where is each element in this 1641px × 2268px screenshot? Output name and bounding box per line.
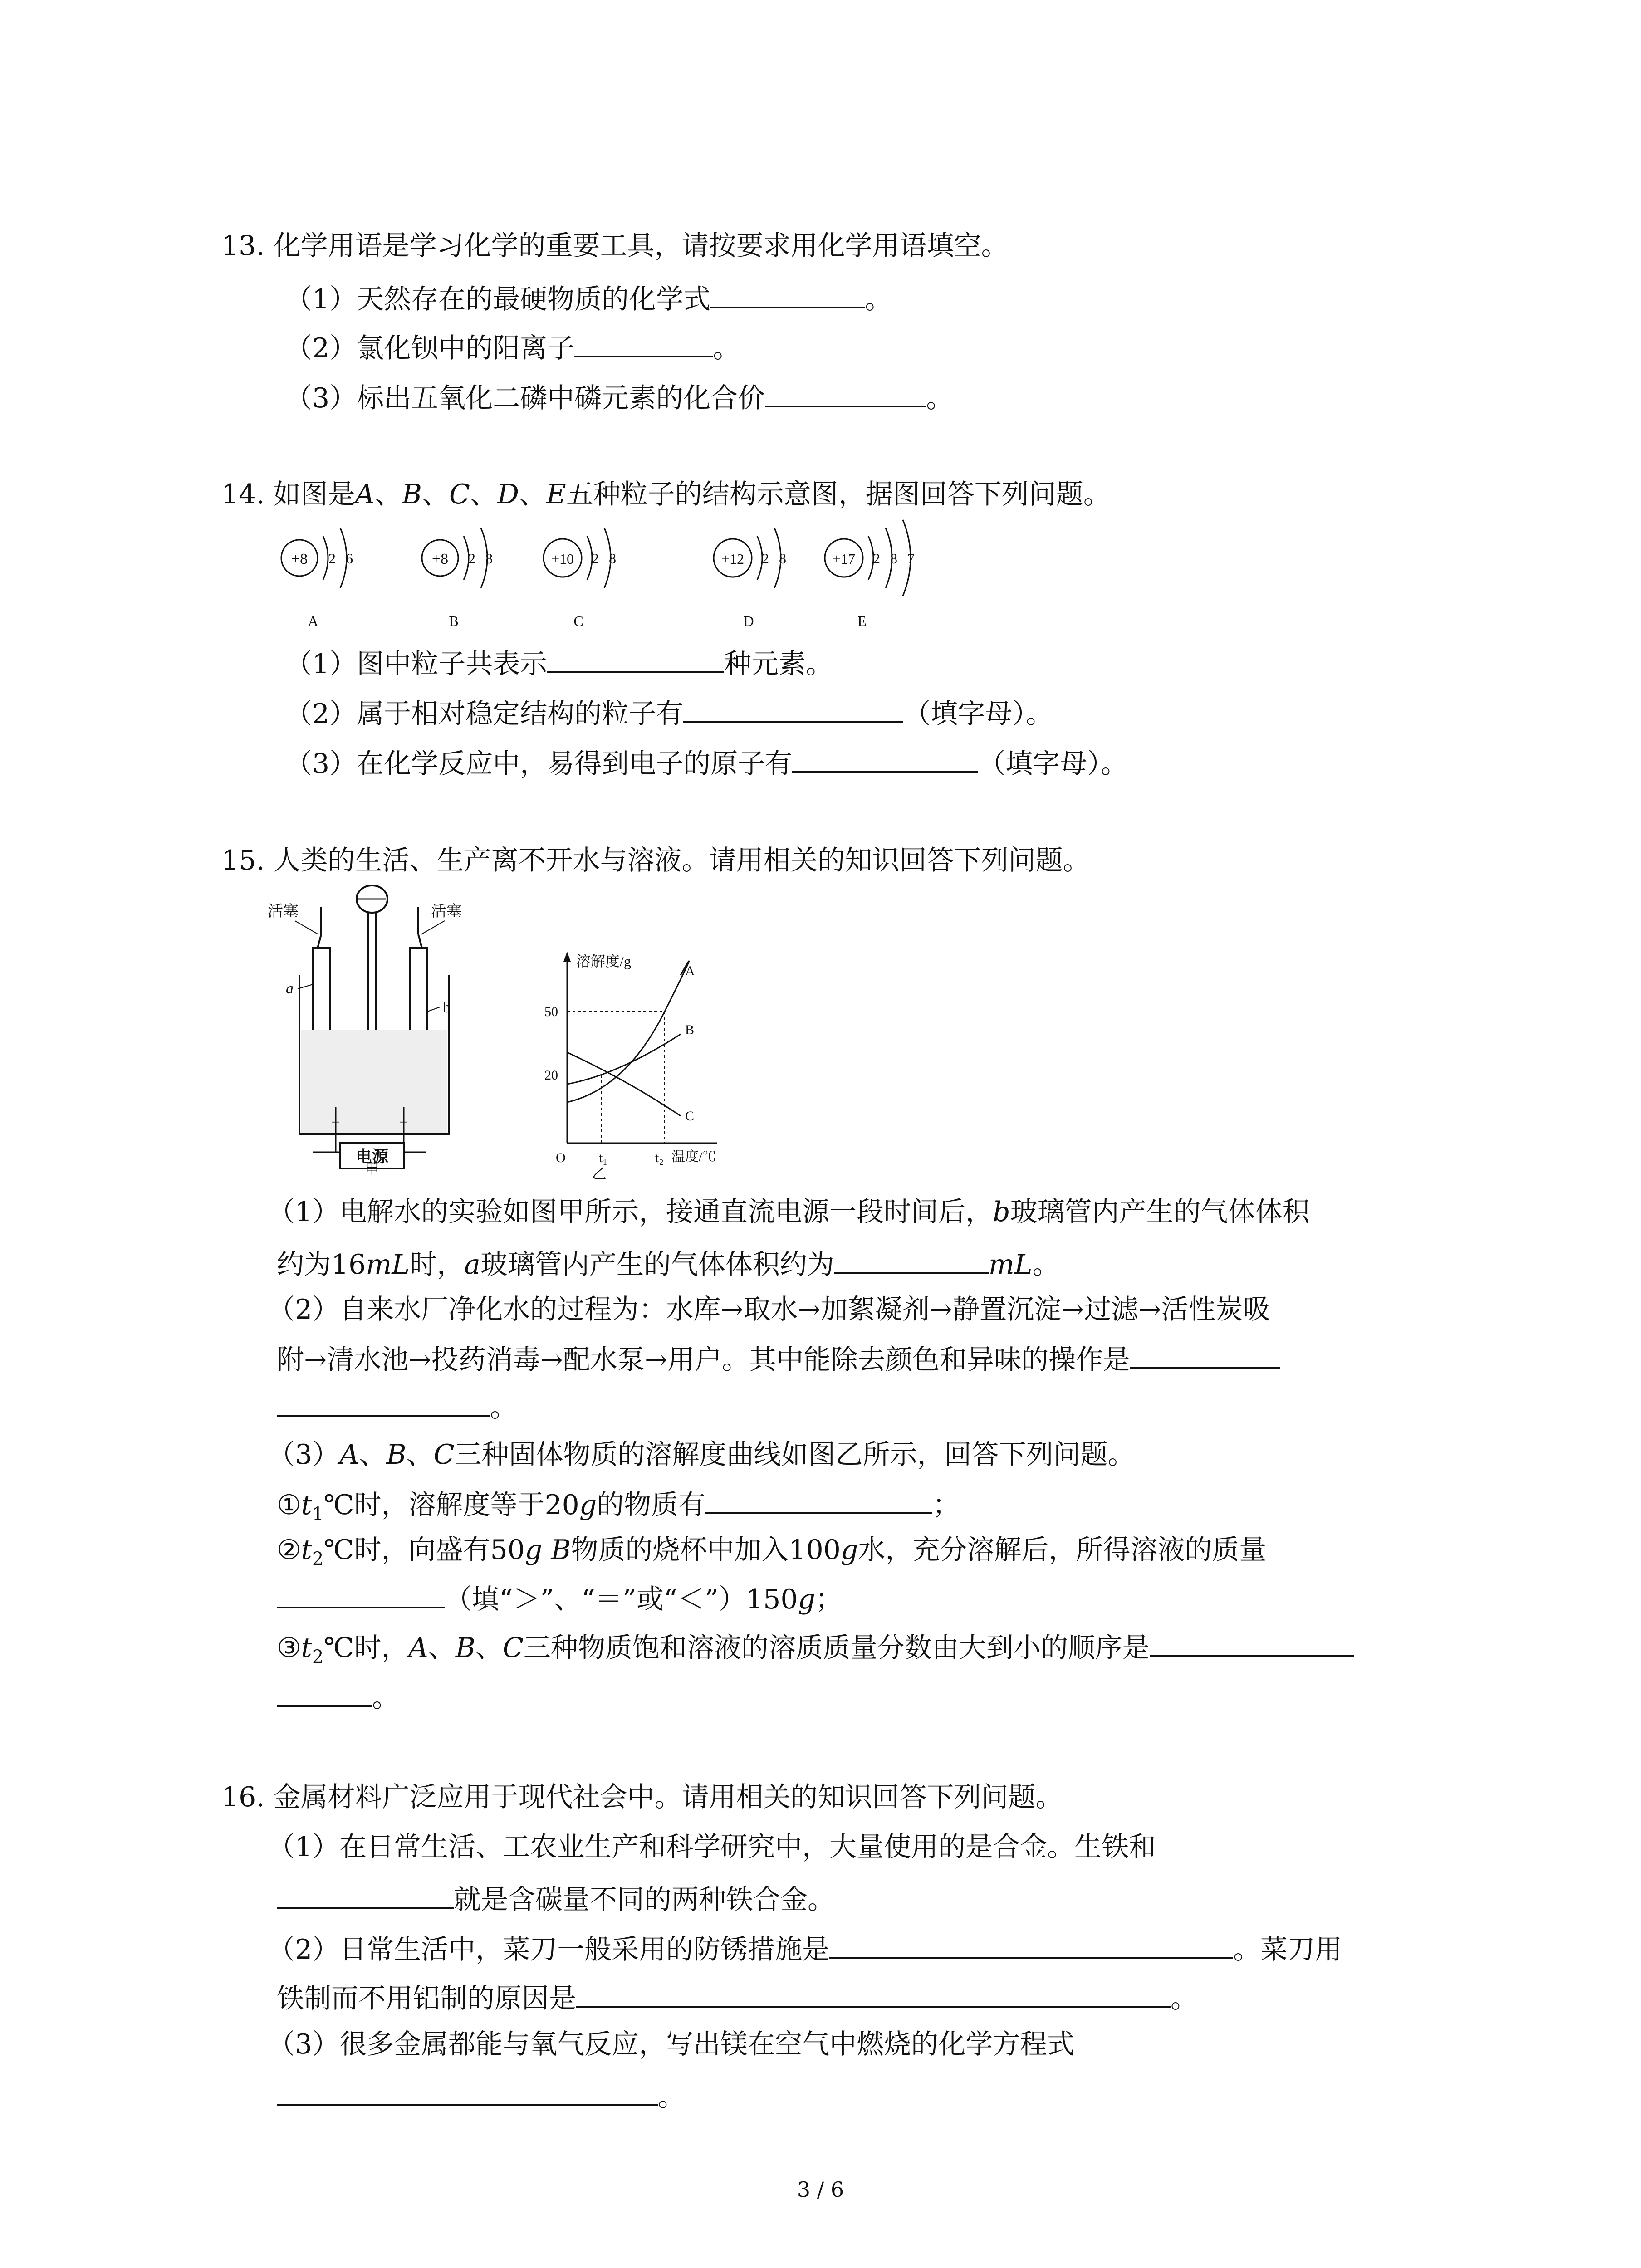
q15-s2-t: t	[301, 1534, 312, 1566]
q13-part3-end: 。	[926, 382, 954, 414]
q15-sub3	[277, 1626, 1354, 1676]
q16-part1-line2	[277, 1878, 835, 1919]
q16-answer3-blank[interactable]	[277, 2075, 658, 2106]
solubility-figure	[535, 943, 762, 1179]
q15-s1-t: t	[301, 1489, 312, 1521]
q15-p1-pre: （1）电解水的实验如图甲所示，接通直流电源一段时间后，	[268, 1196, 993, 1228]
q14-stem-post: 五种粒子的结构示意图，据图回答下列问题。	[566, 479, 1111, 510]
q14-part2-pre: （2）属于相对稳定结构的粒子有	[285, 698, 684, 730]
electrolysis-figure	[268, 880, 485, 1175]
q13-answer3-blank[interactable]	[765, 376, 926, 407]
q15-s3-b: B	[455, 1632, 475, 1664]
q15-s3-end: 。	[372, 1682, 399, 1714]
q16-p2-l1-post: 。菜刀用	[1233, 1934, 1342, 1965]
q16-answer2-blank-b[interactable]	[576, 1977, 1171, 2008]
tube-a-label: a	[286, 980, 294, 997]
q15-part2-line2	[277, 1338, 1280, 1379]
atom-d-shell2: 8	[779, 550, 786, 567]
solubility-y50: 50	[544, 1004, 558, 1019]
curve-a	[567, 961, 689, 1102]
q16-p2-l1-pre: （2）日常生活中，菜刀一般采用的防锈措施是	[268, 1934, 830, 1965]
q15-answer2-blank-b[interactable]	[277, 1386, 490, 1417]
q14-part3-pre: （3）在化学反应中，易得到电子的原子有	[285, 748, 793, 780]
curve-c	[567, 1052, 681, 1116]
q14-part3-post: （填字母）。	[978, 748, 1128, 780]
atom-d-nucleus: +12	[721, 551, 745, 567]
atom-a-shell2: 6	[346, 550, 353, 567]
q15-s1-mid: ℃时，溶解度等于20	[323, 1489, 579, 1521]
q15-s2-mid: ℃时，向盛有50	[323, 1534, 525, 1566]
atom-c	[544, 528, 616, 629]
atom-a-nucleus: +8	[291, 551, 308, 567]
figure-yi-caption: 乙	[592, 1165, 607, 1179]
q15-p1-post: 玻璃管内产生的气体体积	[1010, 1196, 1310, 1228]
q14-letter-c: C	[449, 479, 470, 510]
q15-s2-num: ②	[277, 1534, 301, 1566]
stopcock-left-label: 活塞	[268, 903, 299, 920]
atom-b-shell2: 8	[485, 550, 493, 567]
solubility-t1: t₁	[599, 1150, 607, 1165]
atom-a-label: A	[308, 613, 318, 629]
atom-b-label: B	[449, 613, 459, 629]
q15-s3-c: C	[502, 1632, 524, 1664]
q15-sub1	[277, 1483, 960, 1533]
q14-sep: 、	[374, 479, 402, 510]
q14-sep: 、	[519, 479, 546, 510]
atom-a-shell1: 2	[328, 550, 336, 567]
atom-e-nucleus: +17	[832, 551, 856, 567]
q15-p3-b: B	[386, 1439, 407, 1471]
q15-sub3-blank-a[interactable]	[1150, 1626, 1354, 1657]
solubility-y20: 20	[544, 1068, 558, 1083]
q15-stem: 15. 人类的生活、生产离不开水与溶液。请用相关的知识回答下列问题。	[221, 845, 1090, 876]
q15-p3-post: 三种固体物质的溶解度曲线如图乙所示，回答下列问题。	[454, 1439, 1135, 1471]
q15-part1-line2	[277, 1243, 1060, 1284]
atom-a	[281, 528, 353, 629]
q16-p3-l2-end: 。	[658, 2081, 685, 2113]
q15-s3-sep: 、	[428, 1632, 456, 1664]
atom-d	[714, 528, 786, 629]
q15-p3-a: A	[339, 1439, 359, 1471]
solubility-xlabel: 温度/℃	[671, 1149, 716, 1164]
q14-part1	[285, 642, 833, 683]
q15-part2-line1: （2）自来水厂净化水的过程为：水库→取水→加絮凝剂→静置沉淀→过滤→活性炭吸	[268, 1294, 1270, 1325]
solubility-ylabel: 溶解度/g	[576, 953, 631, 969]
atom-d-shell1: 2	[762, 550, 769, 567]
q16-answer2-blank-a[interactable]	[829, 1928, 1233, 1959]
q15-s3-sub: 2	[312, 1647, 324, 1667]
q13-answer2-blank[interactable]	[574, 327, 713, 357]
solubility-svg	[535, 943, 762, 1179]
atom-c-shell2: 8	[609, 550, 616, 567]
q16-p2-l2-end: 。	[1171, 1983, 1198, 2014]
atom-structure-figure	[272, 513, 953, 635]
q15-s1-sub: 1	[312, 1504, 324, 1525]
q15-p1-b: b	[993, 1196, 1010, 1228]
q15-p1-l2-unit: mL	[988, 1249, 1033, 1281]
figure-jia-caption: 甲	[364, 1162, 380, 1175]
curve-b-label: B	[685, 1022, 695, 1037]
q15-p1-l2-end: 。	[1032, 1249, 1060, 1281]
q15-p3-sep: 、	[406, 1439, 434, 1471]
curve-b	[567, 1034, 681, 1084]
q15-part3-stem	[268, 1436, 1135, 1474]
q14-answer2-blank[interactable]	[683, 692, 903, 723]
solubility-origin: O	[556, 1150, 566, 1165]
q15-sub2-blank[interactable]	[277, 1578, 445, 1608]
solubility-t2: t₂	[655, 1150, 664, 1165]
q14-letter-d: D	[497, 479, 519, 510]
atom-c-nucleus: +10	[551, 551, 574, 567]
q15-sub2-line2	[277, 1578, 843, 1618]
q15-answer2-blank-a[interactable]	[1130, 1338, 1280, 1369]
q15-sub3-blank-b[interactable]	[277, 1676, 372, 1707]
atom-b	[422, 528, 493, 629]
q13-part3-text: （3）标出五氧化二磷中磷元素的化合价	[285, 382, 765, 414]
q13-part2	[285, 327, 740, 367]
q14-letter-b: B	[402, 479, 422, 510]
q14-sep: 、	[470, 479, 497, 510]
q15-s1-num: ①	[277, 1489, 301, 1521]
power-source-label: 电源	[355, 1148, 389, 1166]
atom-b-nucleus: +8	[431, 551, 449, 567]
q15-s2-g2: g	[840, 1534, 858, 1566]
q15-p1-l2-mid: 时，	[410, 1249, 465, 1281]
q16-part2-line2	[277, 1977, 1198, 2018]
q13-part2-end: 。	[713, 332, 740, 364]
q15-s1-end: ；	[932, 1489, 960, 1521]
q16-part2-line1	[268, 1928, 1342, 1969]
q15-answer1-blank[interactable]	[834, 1243, 989, 1274]
atom-e-shell1: 2	[873, 550, 880, 567]
q13-part3	[285, 376, 953, 417]
q16-part1-line1: （1）在日常生活、工农业生产和科学研究中，大量使用的是合金。生铁和	[268, 1831, 1156, 1863]
q14-sep: 、	[421, 479, 449, 510]
q13-answer1-blank[interactable]	[710, 278, 865, 308]
q14-part2	[285, 692, 1053, 733]
q14-stem	[221, 475, 1111, 513]
atom-c-shell1: 2	[592, 550, 599, 567]
electrode-plus: +	[331, 1114, 340, 1131]
q15-sub1-blank[interactable]	[705, 1483, 932, 1514]
curve-a-label: A	[685, 963, 695, 978]
q15-s3-sep: 、	[475, 1632, 503, 1664]
q14-part1-post: 种元素。	[724, 648, 833, 680]
atom-d-label: D	[743, 613, 754, 629]
q16-stem: 16. 金属材料广泛应用于现代社会中。请用相关的知识回答下列问题。	[221, 1781, 1063, 1813]
q15-p1-l2-a: a	[464, 1249, 480, 1281]
q15-p2-l2-text: 附→清水池→投药消毒→配水泵→用户。其中能除去颜色和异味的操作是	[277, 1344, 1131, 1376]
q15-s3-t: t	[301, 1632, 312, 1664]
electrolysis-svg	[268, 880, 485, 1175]
q15-s2-post: 水，充分溶解后，所得溶液的质量	[858, 1534, 1267, 1566]
q15-p1-l2-pre: 约为16	[277, 1249, 366, 1281]
curve-c-label: C	[685, 1109, 695, 1124]
q15-s3-a: A	[408, 1632, 428, 1664]
q16-answer1-blank[interactable]	[277, 1878, 454, 1909]
q14-letter-a: A	[355, 479, 375, 510]
q15-s3-mid: ℃时，	[323, 1632, 409, 1664]
atom-e-label: E	[857, 613, 867, 629]
q15-p2-end: 。	[490, 1392, 517, 1423]
q13-part1-end: 。	[865, 284, 892, 315]
atom-c-label: C	[573, 613, 583, 629]
q15-s2-mid2: 物质的烧杯中加入100	[571, 1534, 841, 1566]
atom-b-shell1: 2	[468, 550, 475, 567]
q15-p3-sep: 、	[359, 1439, 387, 1471]
stopcock-right-label: 活塞	[431, 903, 462, 920]
q15-sub3-line2	[277, 1676, 399, 1717]
q14-part1-pre: （1）图中粒子共表示	[285, 648, 548, 680]
q13-part1-text: （1）天然存在的最硬物质的化学式	[285, 284, 711, 315]
q15-part1-line1	[268, 1193, 1310, 1231]
q13-part1	[285, 278, 892, 318]
q16-part3-line1: （3）很多金属都能与氧气反应，写出镁在空气中燃烧的化学方程式	[268, 2028, 1075, 2060]
q15-s2-l2: （填“＞”、“＝”或“＜”）150	[445, 1584, 798, 1615]
q13-part2-text: （2）氯化钡中的阳离子	[285, 332, 575, 364]
q15-p3-c: C	[433, 1439, 455, 1471]
q14-stem-pre: 14. 如图是	[221, 479, 355, 510]
q14-answer3-blank[interactable]	[792, 742, 978, 773]
q15-s2-g: g	[524, 1534, 543, 1566]
q15-s3-post: 三种物质饱和溶液的溶质质量分数由大到小的顺序是	[523, 1632, 1150, 1664]
q15-s2-end: ；	[815, 1584, 843, 1615]
q14-answer1-blank[interactable]	[547, 642, 724, 673]
electrode-minus: −	[399, 1114, 408, 1131]
q15-s2-sub: 2	[312, 1549, 324, 1569]
q15-sub2	[277, 1531, 1266, 1578]
q15-part2-line3	[277, 1386, 517, 1427]
atom-e-shell2: 8	[890, 550, 897, 567]
q15-p1-l2-ml: mL	[366, 1249, 410, 1281]
q15-s2-g3: g	[798, 1584, 815, 1615]
q14-letter-e: E	[546, 479, 566, 510]
atom-e	[825, 520, 915, 629]
atom-structure-svg	[272, 513, 953, 635]
q13-stem: 13. 化学用语是学习化学的重要工具，请按要求用化学用语填空。	[221, 230, 1009, 262]
q15-s1-post: 的物质有	[597, 1489, 706, 1521]
page-number: 3 / 6	[797, 2177, 844, 2202]
q16-p1-l2: 就是含碳量不同的两种铁合金。	[454, 1884, 835, 1916]
q14-part3	[285, 742, 1128, 783]
atom-e-shell3: 7	[907, 550, 915, 567]
q15-s3-num: ③	[277, 1632, 301, 1664]
q16-part3-line2	[277, 2075, 685, 2116]
q15-s2-b: B	[551, 1534, 571, 1566]
q15-s1-g: g	[579, 1489, 597, 1521]
q15-p1-l2-mid2: 玻璃管内产生的气体体积约为	[480, 1249, 834, 1281]
tube-b-label: b	[443, 999, 451, 1016]
q14-part2-post: （填字母）。	[903, 698, 1053, 730]
q16-p2-l2-pre: 铁制而不用铝制的原因是	[277, 1983, 576, 2014]
q15-p3-pre: （3）	[268, 1439, 340, 1471]
